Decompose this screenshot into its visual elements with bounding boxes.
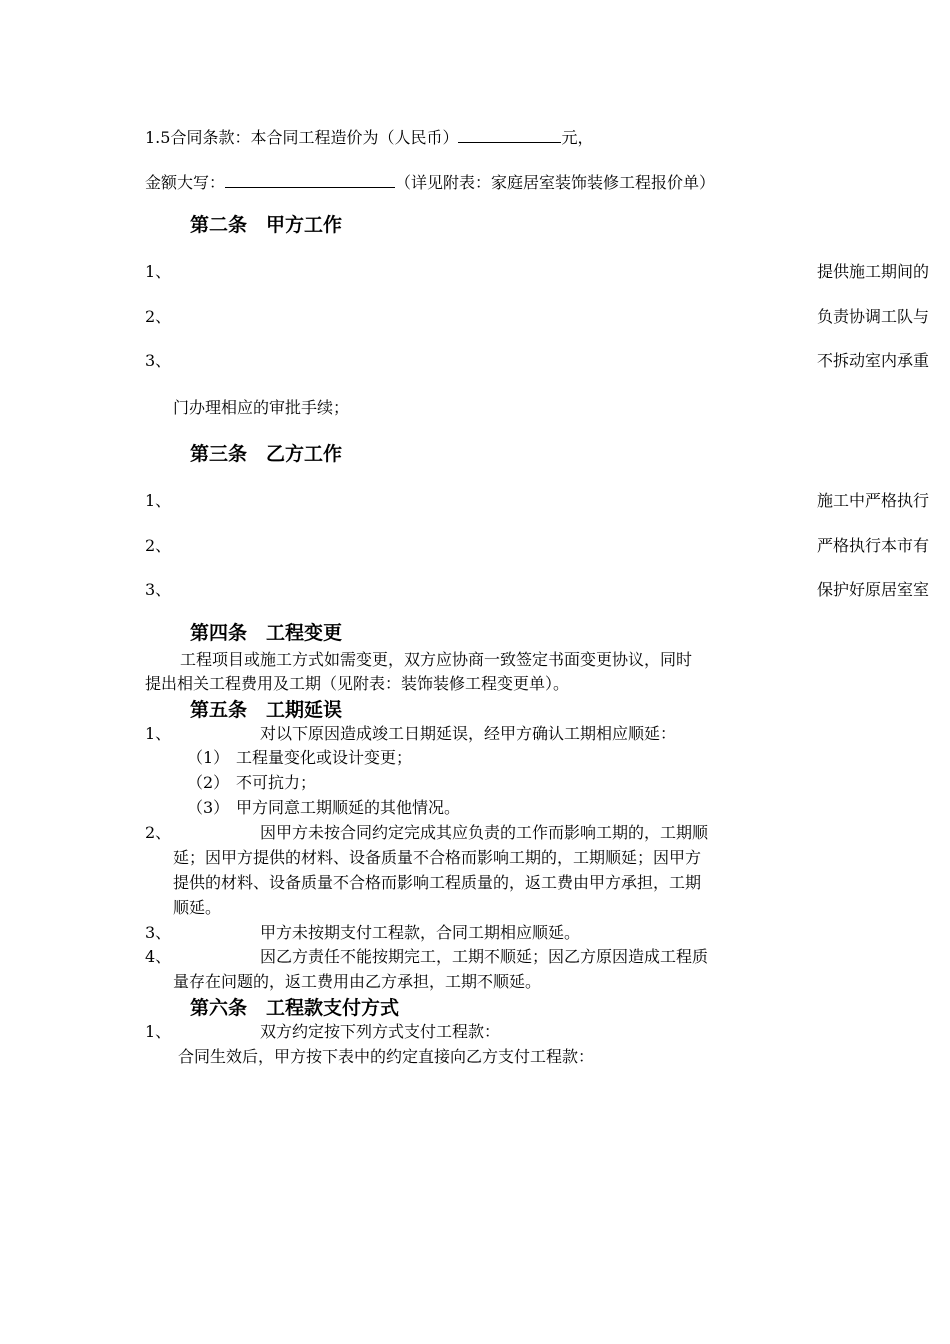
clause-1-5 — [145, 126, 593, 149]
art5-sub-3-text: 甲方同意工期顺延的其他情况。 — [236, 798, 461, 817]
art5-item-2-line-2: 延；因甲方提供的材料、设备质量不合格而影响工期的，工期顺延；因甲方 — [173, 848, 702, 867]
article-2-title: 第二条 甲方工作 — [190, 214, 343, 236]
art5-item-3-text: 甲方未按期支付工程款，合同工期相应顺延。 — [260, 923, 581, 942]
art5-item-1-num: 1、 — [145, 724, 172, 743]
art5-sub-1-num: （1） — [187, 748, 230, 767]
art3-item-3-text: 保护好原居室室 — [817, 580, 930, 599]
art5-item-1-text: 对以下原因造成竣工日期延误，经甲方确认工期相应顺延： — [260, 724, 677, 743]
amount-words-line — [145, 171, 715, 194]
art5-sub-2-num: （2） — [187, 773, 230, 792]
art5-item-2-line-1: 因甲方未按合同约定完成其应负责的工作而影响工期的，工期顺 — [260, 823, 709, 842]
art3-item-1-num: 1、 — [145, 491, 172, 510]
art2-item-3-num: 3、 — [145, 351, 172, 370]
art5-item-4-line-2: 量存在问题的，返工费用由乙方承担，工期不顺延。 — [173, 972, 542, 991]
art5-item-4-num: 4、 — [145, 947, 172, 966]
art5-sub-1-text: 工程量变化或设计变更； — [236, 748, 413, 767]
art2-item-2-num: 2、 — [145, 307, 172, 326]
amount-words-label: 金额大写： — [145, 173, 226, 192]
price-blank[interactable] — [458, 126, 561, 143]
art3-item-3-num: 3、 — [145, 580, 172, 599]
art6-item-1-text: 双方约定按下列方式支付工程款： — [260, 1022, 501, 1041]
clause-1-5-suffix: 元， — [561, 128, 594, 147]
art5-item-4-line-1: 因乙方责任不能按期完工，工期不顺延；因乙方原因造成工程质 — [260, 947, 709, 966]
art4-line-2: 提出相关工程费用及工期（见附表：装饰装修工程变更单）。 — [145, 674, 570, 693]
amount-words-blank[interactable] — [225, 171, 395, 188]
art5-sub-3-num: （3） — [187, 798, 230, 817]
clause-1-5-prefix: 1.5合同条款：本合同工程造价为（人民币） — [145, 128, 459, 147]
art3-item-1-text: 施工中严格执行 — [817, 491, 930, 510]
art3-item-2-num: 2、 — [145, 536, 172, 555]
art5-sub-2-text: 不可抗力； — [236, 773, 317, 792]
art3-item-2-text: 严格执行本市有 — [817, 536, 930, 555]
art5-item-3-num: 3、 — [145, 923, 172, 942]
art6-line: 合同生效后，甲方按下表中的约定直接向乙方支付工程款： — [178, 1047, 595, 1066]
art6-item-1-num: 1、 — [145, 1022, 172, 1041]
art2-item-1-num: 1、 — [145, 262, 172, 281]
amount-words-note: （详见附表：家庭居室装饰装修工程报价单） — [395, 173, 716, 192]
article-4-title: 第四条 工程变更 — [190, 622, 343, 644]
art2-item-2-text: 负责协调工队与 — [817, 307, 930, 326]
article-6-title: 第六条 工程款支付方式 — [190, 997, 400, 1019]
art2-item-3-text: 不拆动室内承重 — [817, 351, 930, 370]
art5-item-2-line-3: 提供的材料、设备质量不合格而影响工程质量的，返工费由甲方承担，工期 — [173, 873, 702, 892]
article-5-title: 第五条 工期延误 — [190, 699, 343, 721]
art2-continuation: 门办理相应的审批手续； — [173, 398, 350, 417]
art4-line-1: 工程项目或施工方式如需变更，双方应协商一致签定书面变更协议，同时 — [180, 650, 693, 669]
art2-item-1-text: 提供施工期间的 — [817, 262, 930, 281]
art5-item-2-line-4: 顺延。 — [173, 898, 222, 917]
art5-item-2-num: 2、 — [145, 823, 172, 842]
article-3-title: 第三条 乙方工作 — [190, 443, 343, 465]
